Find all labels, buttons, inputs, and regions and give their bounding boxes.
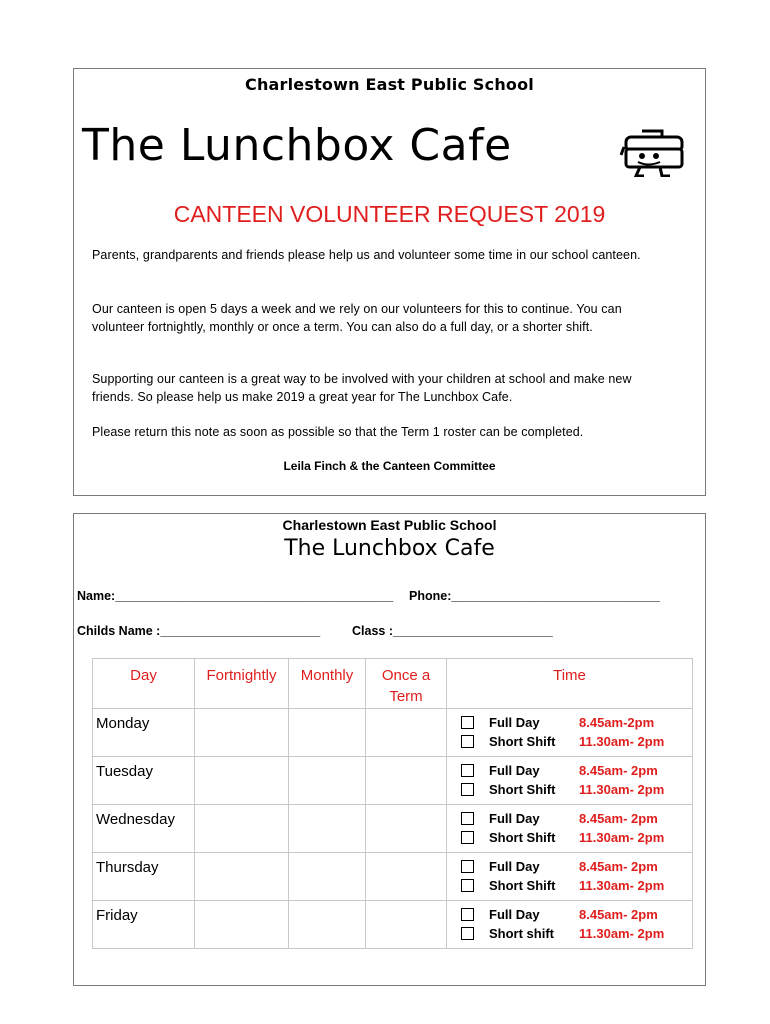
table-row — [93, 805, 693, 853]
fortnightly-cell[interactable] — [195, 805, 289, 853]
time-cell — [447, 901, 693, 949]
header-fortnightly: Fortnightly — [195, 659, 289, 709]
fortnightly-cell[interactable] — [195, 709, 289, 757]
monthly-cell[interactable] — [289, 901, 366, 949]
cafe-title: The Lunchbox Cafe — [82, 120, 512, 171]
full-day-checkbox[interactable] — [461, 812, 474, 825]
volunteer-form-panel — [73, 513, 706, 986]
volunteer-request-panel — [73, 68, 706, 496]
once-a-term-cell[interactable] — [366, 757, 447, 805]
table-row — [93, 709, 693, 757]
full-day-time: 8.45am- 2pm — [579, 907, 658, 922]
full-day-label: Full Day — [489, 811, 540, 826]
monthly-cell[interactable] — [289, 853, 366, 901]
full-day-option — [461, 761, 692, 780]
class-field[interactable]: Class :_______________________ — [352, 624, 553, 638]
form-cafe-title: The Lunchbox Cafe — [284, 536, 495, 561]
once-a-term-cell[interactable] — [366, 805, 447, 853]
name-field[interactable]: Name:________________________________________ — [77, 589, 394, 603]
short-shift-label: Short Shift — [489, 782, 556, 797]
full-day-time: 8.45am-2pm — [579, 715, 655, 730]
short-shift-checkbox[interactable] — [461, 735, 474, 748]
form-school-name: Charlestown East Public School — [282, 517, 497, 533]
short-shift-option — [461, 732, 692, 751]
short-shift-checkbox[interactable] — [461, 831, 474, 844]
return-paragraph: Please return this note as soon as possible so that the Term 1 roster can be completed. — [92, 425, 584, 439]
fortnightly-cell[interactable] — [195, 853, 289, 901]
full-day-option — [461, 713, 692, 732]
short-shift-label: Short Shift — [489, 878, 556, 893]
lunchbox-icon — [620, 125, 688, 177]
monthly-cell[interactable] — [289, 805, 366, 853]
fortnightly-cell[interactable] — [195, 901, 289, 949]
full-day-checkbox[interactable] — [461, 716, 474, 729]
time-cell — [447, 805, 693, 853]
intro-paragraph: Parents, grandparents and friends please help us and volunteer some time in our school canteen. — [92, 248, 641, 262]
header-day: Day — [93, 659, 195, 709]
time-cell — [447, 709, 693, 757]
full-day-time: 8.45am- 2pm — [579, 811, 658, 826]
monthly-cell[interactable] — [289, 709, 366, 757]
short-shift-label: Short Shift — [489, 734, 556, 749]
short-shift-label: Short Shift — [489, 830, 556, 845]
short-shift-checkbox[interactable] — [461, 783, 474, 796]
full-day-label: Full Day — [489, 763, 540, 778]
full-day-label: Full Day — [489, 715, 540, 730]
short-shift-label: Short shift — [489, 926, 554, 941]
table-row — [93, 853, 693, 901]
short-shift-option — [461, 876, 692, 895]
short-shift-time: 11.30am- 2pm — [579, 926, 665, 941]
monthly-cell[interactable] — [289, 757, 366, 805]
short-shift-time: 11.30am- 2pm — [579, 782, 665, 797]
table-row — [93, 757, 693, 805]
full-day-time: 8.45am- 2pm — [579, 859, 658, 874]
short-shift-time: 11.30am- 2pm — [579, 878, 665, 893]
short-shift-checkbox[interactable] — [461, 927, 474, 940]
full-day-time: 8.45am- 2pm — [579, 763, 658, 778]
header-monthly: Monthly — [289, 659, 366, 709]
support-paragraph: Supporting our canteen is a great way to be involved with your children at school and make new friends. So please help us make 2019 a great year for The Lunchbox Cafe. — [92, 372, 632, 404]
short-shift-time: 11.30am- 2pm — [579, 830, 665, 845]
time-cell — [447, 757, 693, 805]
table-row — [93, 901, 693, 949]
roster-table — [92, 658, 693, 949]
full-day-checkbox[interactable] — [461, 764, 474, 777]
schedule-paragraph: Our canteen is open 5 days a week and we rely on our volunteers for this to continue. You can volunteer fortnightly, monthly or once a term. You can also do a full day, or a shorter shift. — [92, 302, 622, 334]
childs-name-field[interactable]: Childs Name :_______________________ — [77, 624, 321, 638]
once-a-term-cell[interactable] — [366, 709, 447, 757]
short-shift-time: 11.30am- 2pm — [579, 734, 665, 749]
day-cell: Wednesday — [93, 805, 195, 853]
short-shift-option — [461, 828, 692, 847]
fortnightly-cell[interactable] — [195, 757, 289, 805]
phone-field[interactable]: Phone:______________________________ — [409, 589, 660, 603]
day-cell: Monday — [93, 709, 195, 757]
full-day-checkbox[interactable] — [461, 908, 474, 921]
short-shift-option — [461, 780, 692, 799]
once-a-term-cell[interactable] — [366, 853, 447, 901]
full-day-option — [461, 857, 692, 876]
full-day-checkbox[interactable] — [461, 860, 474, 873]
school-name: Charlestown East Public School — [245, 75, 534, 94]
full-day-label: Full Day — [489, 859, 540, 874]
full-day-option — [461, 809, 692, 828]
short-shift-checkbox[interactable] — [461, 879, 474, 892]
table-header-row — [93, 659, 693, 709]
header-once-a-term: Once a Term — [366, 659, 447, 709]
day-cell: Friday — [93, 901, 195, 949]
full-day-option — [461, 905, 692, 924]
short-shift-option — [461, 924, 692, 943]
day-cell: Thursday — [93, 853, 195, 901]
full-day-label: Full Day — [489, 907, 540, 922]
time-cell — [447, 853, 693, 901]
request-heading: CANTEEN VOLUNTEER REQUEST 2019 — [173, 201, 606, 227]
header-time: Time — [447, 659, 693, 709]
once-a-term-cell[interactable] — [366, 901, 447, 949]
signoff: Leila Finch & the Canteen Committee — [283, 459, 496, 473]
day-cell: Tuesday — [93, 757, 195, 805]
